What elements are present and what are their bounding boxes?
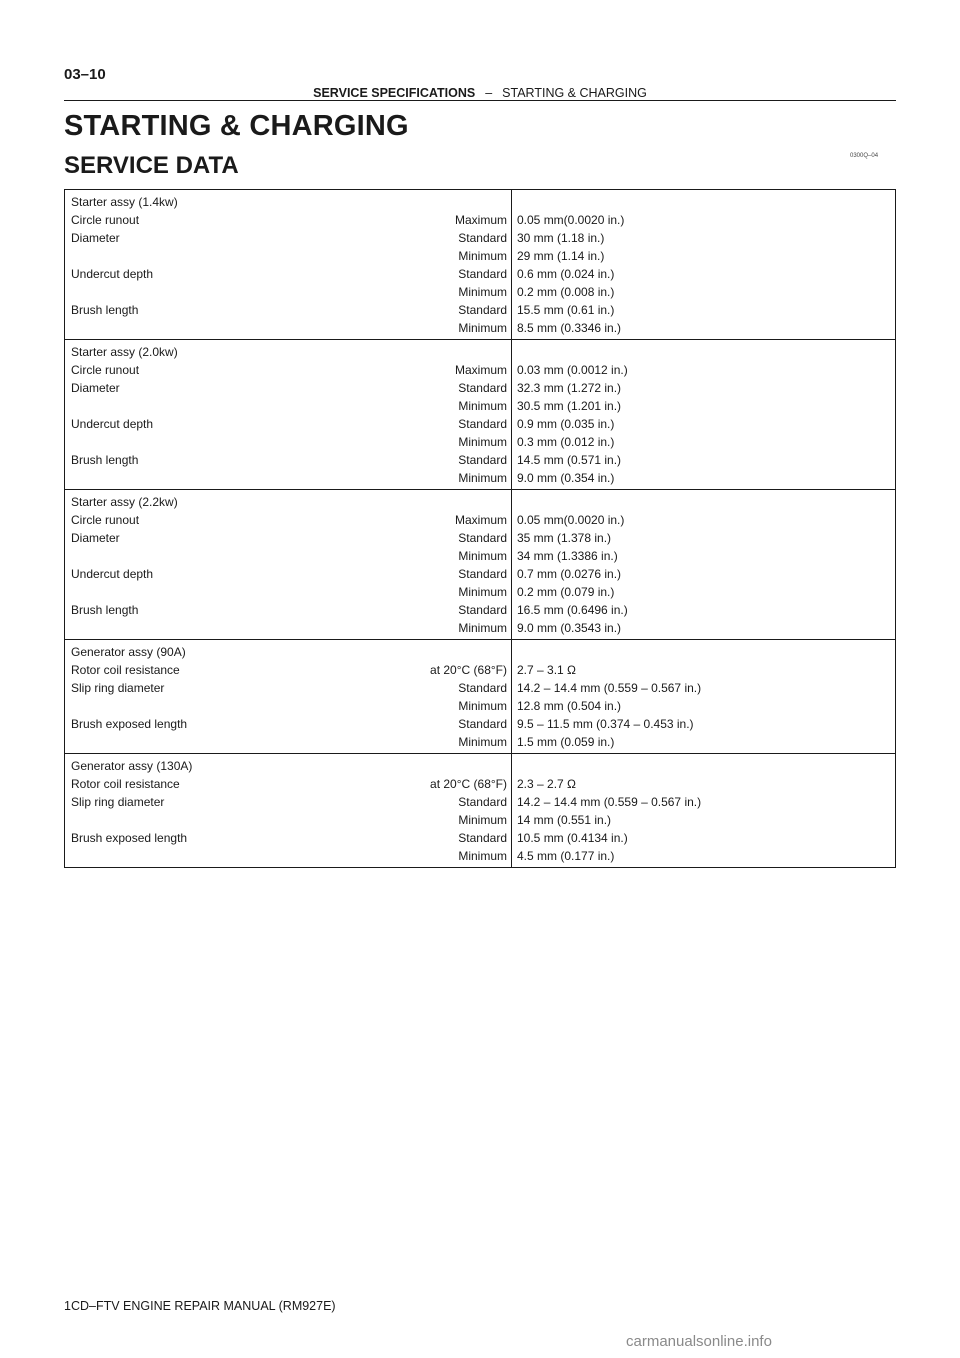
spec-value: 34 mm (1.3386 in.) (517, 549, 618, 563)
spec-value: 14.2 – 14.4 mm (0.559 – 0.567 in.) (517, 795, 702, 809)
spec-row (71, 775, 507, 793)
spec-parameter: Brush length (71, 603, 139, 617)
section-subtitle: SERVICE DATA (64, 152, 239, 179)
spec-condition: Minimum (458, 285, 507, 299)
spec-condition: Minimum (458, 699, 507, 713)
document-code: 0300Q–04 (850, 153, 879, 159)
spec-value: 29 mm (1.14 in.) (517, 249, 605, 263)
spec-parameter: Brush exposed length (71, 717, 188, 731)
spec-value: 10.5 mm (0.4134 in.) (517, 831, 628, 845)
spec-row (71, 697, 507, 715)
spec-row (71, 619, 507, 637)
spec-condition: Minimum (458, 585, 507, 599)
spec-row (71, 511, 507, 529)
spec-condition: Standard (458, 795, 507, 809)
spec-value: 0.05 mm(0.0020 in.) (517, 213, 625, 227)
spec-group-title: Starter assy (2.0kw) (71, 345, 178, 359)
spec-value: 14.5 mm (0.571 in.) (517, 453, 622, 467)
spec-condition: Standard (458, 417, 507, 431)
spec-parameter: Brush exposed length (71, 831, 188, 845)
spec-parameter: Slip ring diameter (71, 681, 165, 695)
spec-value: 30 mm (1.18 in.) (517, 231, 605, 245)
spec-value: 0.3 mm (0.012 in.) (517, 435, 615, 449)
spec-row (71, 265, 507, 283)
spec-parameter: Rotor coil resistance (71, 777, 180, 791)
spec-condition: Standard (458, 681, 507, 695)
spec-row (71, 679, 507, 697)
spec-parameter: Diameter (71, 531, 120, 545)
header-subsection: STARTING & CHARGING (502, 86, 647, 100)
spec-parameter: Diameter (71, 231, 120, 245)
spec-group-values (512, 190, 895, 339)
spec-condition: Minimum (458, 549, 507, 563)
spec-row (71, 229, 507, 247)
spec-group-values (512, 640, 895, 753)
spec-condition: Maximum (454, 213, 507, 227)
spec-group-values (512, 754, 895, 867)
spec-value: 1.5 mm (0.059 in.) (517, 735, 615, 749)
spec-value: 0.2 mm (0.008 in.) (517, 285, 615, 299)
spec-row (71, 283, 507, 301)
spec-value: 14 mm (0.551 in.) (517, 813, 612, 827)
spec-value: 35 mm (1.378 in.) (517, 531, 612, 545)
spec-condition: Minimum (458, 813, 507, 827)
spec-row (71, 379, 507, 397)
spec-value: 14.2 – 14.4 mm (0.559 – 0.567 in.) (517, 681, 702, 695)
spec-condition: Maximum (454, 363, 507, 377)
header-separator: – (485, 86, 493, 100)
spec-row (71, 811, 507, 829)
spec-value: 0.6 mm (0.024 in.) (517, 267, 615, 281)
value-spacer (517, 343, 889, 361)
spec-row (71, 301, 507, 319)
spec-row (71, 547, 507, 565)
spec-parameter: Circle runout (71, 513, 140, 527)
spec-group-title: Generator assy (130A) (71, 759, 193, 773)
spec-value: 9.5 – 11.5 mm (0.374 – 0.453 in.) (517, 717, 694, 731)
spec-parameter: Undercut depth (71, 567, 154, 581)
value-spacer (517, 493, 889, 511)
spec-condition: Standard (458, 381, 507, 395)
watermark: carmanualsonline.info (626, 1333, 772, 1350)
spec-group-parameters (65, 190, 512, 339)
spec-parameter: Rotor coil resistance (71, 663, 180, 677)
spec-condition: Standard (458, 231, 507, 245)
spec-parameter: Circle runout (71, 213, 140, 227)
spec-value: 16.5 mm (0.6496 in.) (517, 603, 628, 617)
spec-parameter: Brush length (71, 453, 139, 467)
spec-condition: Maximum (454, 513, 507, 527)
spec-condition: at 20°C (68°F) (430, 663, 507, 677)
spec-parameter: Undercut depth (71, 267, 154, 281)
running-header (64, 86, 896, 100)
spec-condition: Standard (458, 567, 507, 581)
spec-parameter: Undercut depth (71, 417, 154, 431)
spec-condition: Standard (458, 603, 507, 617)
spec-group-parameters (65, 640, 512, 753)
spec-row (71, 601, 507, 619)
spec-condition: Standard (458, 717, 507, 731)
spec-row (71, 211, 507, 229)
spec-condition: Minimum (458, 435, 507, 449)
spec-condition: Standard (458, 303, 507, 317)
spec-value: 0.05 mm(0.0020 in.) (517, 513, 625, 527)
spec-group-values (512, 340, 895, 489)
header-section: SERVICE SPECIFICATIONS (313, 86, 476, 100)
spec-group-parameters (65, 340, 512, 489)
spec-parameter: Brush length (71, 303, 139, 317)
spec-row (71, 415, 507, 433)
spec-row (71, 661, 507, 679)
spec-row (71, 397, 507, 415)
spec-row (71, 319, 507, 337)
spec-parameter: Circle runout (71, 363, 140, 377)
spec-condition: Minimum (458, 321, 507, 335)
spec-value: 0.9 mm (0.035 in.) (517, 417, 615, 431)
spec-row (71, 793, 507, 811)
spec-row (71, 361, 507, 379)
spec-value: 2.3 – 2.7 Ω (517, 777, 577, 791)
spec-condition: Minimum (458, 849, 507, 863)
spec-row (71, 469, 507, 487)
spec-value: 8.5 mm (0.3346 in.) (517, 321, 622, 335)
value-spacer (517, 643, 889, 661)
spec-group (65, 339, 895, 489)
spec-parameter: Slip ring diameter (71, 795, 165, 809)
spec-value: 9.0 mm (0.3543 in.) (517, 621, 622, 635)
page-number: 03–10 (64, 66, 106, 83)
page-title: STARTING & CHARGING (64, 110, 409, 142)
spec-group (65, 489, 895, 639)
spec-row (71, 451, 507, 469)
spec-condition: Minimum (458, 735, 507, 749)
spec-row (71, 715, 507, 733)
spec-group-values (512, 490, 895, 639)
spec-value: 32.3 mm (1.272 in.) (517, 381, 622, 395)
spec-value: 4.5 mm (0.177 in.) (517, 849, 615, 863)
spec-condition: at 20°C (68°F) (430, 777, 507, 791)
spec-condition: Minimum (458, 249, 507, 263)
header-rule (64, 100, 896, 101)
spec-condition: Minimum (458, 621, 507, 635)
spec-group (65, 639, 895, 753)
spec-group (65, 190, 895, 339)
spec-row (71, 247, 507, 265)
spec-value: 2.7 – 3.1 Ω (517, 663, 577, 677)
spec-group-title: Starter assy (1.4kw) (71, 195, 178, 209)
spec-row (71, 733, 507, 751)
spec-parameter: Diameter (71, 381, 120, 395)
spec-condition: Minimum (458, 399, 507, 413)
spec-value: 0.7 mm (0.0276 in.) (517, 567, 622, 581)
spec-row (71, 847, 507, 865)
spec-row (71, 433, 507, 451)
spec-row (71, 529, 507, 547)
spec-condition: Standard (458, 267, 507, 281)
spec-value: 9.0 mm (0.354 in.) (517, 471, 615, 485)
spec-value: 12.8 mm (0.504 in.) (517, 699, 622, 713)
spec-value: 15.5 mm (0.61 in.) (517, 303, 615, 317)
spec-value: 30.5 mm (1.201 in.) (517, 399, 622, 413)
spec-row (71, 583, 507, 601)
spec-group (65, 753, 895, 867)
spec-condition: Standard (458, 453, 507, 467)
spec-condition: Standard (458, 531, 507, 545)
spec-group-title: Generator assy (90A) (71, 645, 186, 659)
spec-condition: Standard (458, 831, 507, 845)
value-spacer (517, 193, 889, 211)
spec-condition: Minimum (458, 471, 507, 485)
footer-manual-title: 1CD–FTV ENGINE REPAIR MANUAL (RM927E) (64, 1299, 336, 1313)
spec-group-parameters (65, 754, 512, 867)
spec-row (71, 565, 507, 583)
spec-group-parameters (65, 490, 512, 639)
spec-row (71, 829, 507, 847)
spec-value: 0.03 mm (0.0012 in.) (517, 363, 628, 377)
service-data-table (64, 189, 896, 868)
value-spacer (517, 757, 889, 775)
spec-value: 0.2 mm (0.079 in.) (517, 585, 615, 599)
spec-group-title: Starter assy (2.2kw) (71, 495, 178, 509)
